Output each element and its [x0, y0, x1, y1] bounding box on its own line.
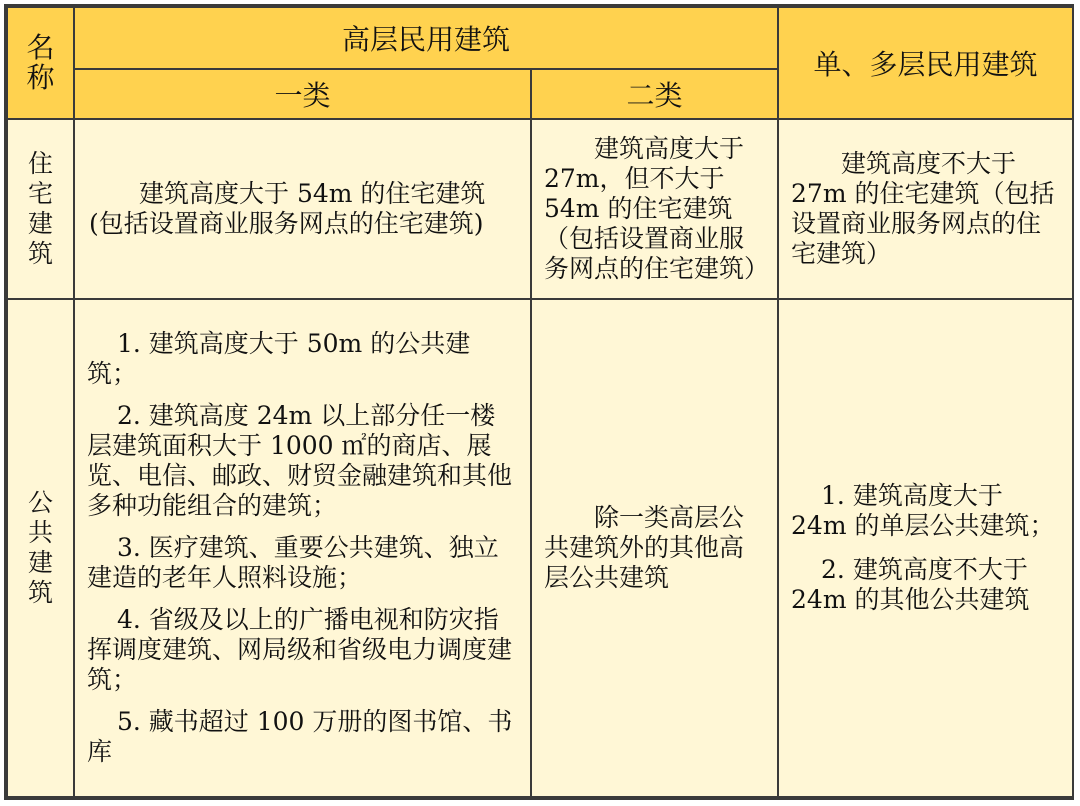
header-high-rise: 高层民用建筑 — [74, 7, 778, 69]
residential-single-multi-text: 建筑高度不大于 27m 的住宅建筑（包括设置商业服务网点的住宅建筑） — [791, 149, 1055, 268]
header-name-label: 名称 — [26, 31, 55, 94]
list-item: 3. 医疗建筑、重要公共建筑、独立建造的老年人照料设施； — [87, 533, 499, 592]
residential-single-multi — [778, 119, 1073, 299]
public-class-one — [74, 299, 531, 797]
residential-class-one — [74, 119, 531, 299]
table-row-public — [7, 299, 1073, 797]
public-class-two — [531, 299, 778, 797]
row-name-public — [7, 299, 74, 797]
residential-class-two — [531, 119, 778, 299]
table-row-residential — [7, 119, 1073, 299]
header-name-cell — [7, 7, 74, 119]
residential-class-two-text: 建筑高度大于27m，但不大于 54m 的住宅建筑（包括设置商业服务网点的住宅建筑） — [544, 134, 770, 283]
row-name-residential-label: 住宅建筑 — [27, 149, 53, 268]
residential-class-one-text: 建筑高度大于 54m 的住宅建筑(包括设置商业服务网点的住宅建筑) — [89, 179, 486, 238]
public-single-multi — [778, 299, 1073, 797]
header-class-two: 二类 — [531, 69, 778, 119]
header-single-multi: 单、多层民用建筑 — [778, 7, 1073, 119]
list-item: 1. 建筑高度大于 50m 的公共建筑； — [87, 329, 471, 388]
row-name-residential — [7, 119, 74, 299]
list-item: 2. 建筑高度 24m 以上部分任一楼层建筑面积大于 1000 ㎡的商店、展览、电信、邮政、财贸金融建筑和其他多种功能组合的建筑； — [87, 401, 513, 520]
row-name-public-label: 公共建筑 — [27, 488, 53, 607]
header-class-one: 一类 — [74, 69, 531, 119]
list-item: 2. 建筑高度不大于 24m 的其他公共建筑 — [791, 555, 1030, 614]
building-classification-table — [4, 4, 1074, 800]
list-item: 5. 藏书超过 100 万册的图书馆、书库 — [87, 707, 513, 766]
list-item: 4. 省级及以上的广播电视和防灾指挥调度建筑、网局级和省级电力调度建筑； — [87, 605, 513, 694]
public-class-two-text: 除一类高层公共建筑外的其他高层公共建筑 — [544, 503, 745, 592]
list-item: 1. 建筑高度大于 24m 的单层公共建筑； — [791, 481, 1055, 540]
